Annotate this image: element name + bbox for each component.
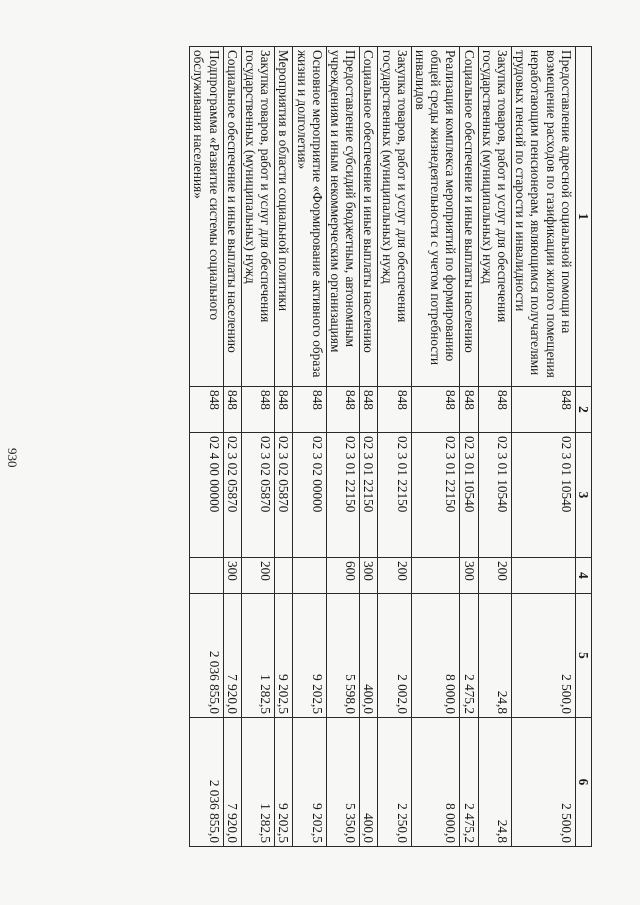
row-expense-type: 600 (326, 558, 359, 594)
table-row (275, 47, 293, 847)
row-amount-col5: 8 000,0 (411, 594, 460, 718)
column-header-6: 6 (575, 718, 591, 847)
row-amount-col6: 2 036 855,0 (190, 718, 223, 847)
row-name: Предоставление адресной социальной помощи на возмещение расходов по газификации жилого помещения неработающим пенсионерам, являющимся получателями трудовых пенсий по старости и инвалидности (511, 47, 575, 387)
column-header-4: 4 (575, 558, 591, 594)
row-amount-col6: 2 250,0 (378, 718, 411, 847)
row-name: Реализация комплекса мероприятий по формированию общей среды жизнедеятельности с учетом потребности инвалидов (411, 47, 460, 387)
row-amount-col5: 24,8 (478, 594, 511, 718)
row-amount-col5: 2 500,0 (511, 594, 575, 718)
row-code: 848 (378, 387, 411, 433)
table-row (478, 47, 511, 847)
row-target-article: 02 3 02 05870 (241, 433, 274, 558)
row-code: 848 (460, 387, 478, 433)
row-code: 848 (411, 387, 460, 433)
row-amount-col6: 9 202,5 (275, 718, 293, 847)
row-target-article: 02 3 01 22150 (411, 433, 460, 558)
row-amount-col5: 9 202,5 (293, 594, 326, 718)
table-row (360, 47, 378, 847)
column-header-5: 5 (575, 594, 591, 718)
row-amount-col6: 5 350,0 (326, 718, 359, 847)
row-target-article: 02 3 02 00000 (293, 433, 326, 558)
row-name: Закупка товаров, работ и услуг для обеспечения государственных (муниципальных) нужд (241, 47, 274, 387)
row-amount-col5: 2 036 855,0 (190, 594, 223, 718)
table-row (460, 47, 478, 847)
row-name: Подпрограмма «Развитие системы социального обслуживания населения» (190, 47, 223, 387)
row-target-article: 02 4 00 00000 (190, 433, 223, 558)
row-expense-type (275, 558, 293, 594)
row-expense-type: 200 (478, 558, 511, 594)
row-expense-type: 300 (460, 558, 478, 594)
row-name: Основное мероприятие «Формирование активного образа жизни и долголетия» (293, 47, 326, 387)
row-name: Предоставление субсидий бюджетным, автономным учреждениям и иным некоммерческим организациям (326, 47, 359, 387)
row-code: 848 (241, 387, 274, 433)
row-expense-type (190, 558, 223, 594)
row-target-article: 02 3 01 10540 (478, 433, 511, 558)
table-row (411, 47, 460, 847)
row-name: Социальное обеспечение и иные выплаты населению (460, 47, 478, 387)
row-amount-col6: 8 000,0 (411, 718, 460, 847)
table-row (326, 47, 359, 847)
row-expense-type: 200 (241, 558, 274, 594)
page-number: 930 (5, 448, 20, 468)
row-name: Закупка товаров, работ и услуг для обеспечения государственных (муниципальных) нужд (378, 47, 411, 387)
row-expense-type: 200 (378, 558, 411, 594)
table-row (241, 47, 274, 847)
row-name: Закупка товаров, работ и услуг для обеспечения государственных (муниципальных) нужд (478, 47, 511, 387)
row-amount-col6: 7 920,0 (223, 718, 241, 847)
row-code: 848 (223, 387, 241, 433)
row-target-article: 02 3 02 05870 (275, 433, 293, 558)
row-expense-type: 300 (360, 558, 378, 594)
row-code: 848 (293, 387, 326, 433)
row-amount-col6: 2 500,0 (511, 718, 575, 847)
table-header-row (575, 47, 591, 847)
row-target-article: 02 3 01 10540 (460, 433, 478, 558)
table-row (190, 47, 223, 847)
row-name: Социальное обеспечение и иные выплаты населению (223, 47, 241, 387)
row-amount-col6: 9 202,5 (293, 718, 326, 847)
row-code: 848 (360, 387, 378, 433)
row-amount-col5: 1 282,5 (241, 594, 274, 718)
row-expense-type (511, 558, 575, 594)
row-amount-col6: 400,0 (360, 718, 378, 847)
row-target-article: 02 3 01 22150 (326, 433, 359, 558)
row-amount-col5: 9 202,5 (275, 594, 293, 718)
row-name: Мероприятия в области социальной политики (275, 47, 293, 387)
column-header-2: 2 (575, 387, 591, 433)
row-amount-col5: 400,0 (360, 594, 378, 718)
row-target-article: 02 3 02 05870 (223, 433, 241, 558)
row-name: Социальное обеспечение и иные выплаты населению (360, 47, 378, 387)
row-code: 848 (326, 387, 359, 433)
row-expense-type: 300 (223, 558, 241, 594)
table-row (378, 47, 411, 847)
row-code: 848 (478, 387, 511, 433)
budget-table (189, 46, 592, 847)
row-code: 848 (275, 387, 293, 433)
row-amount-col5: 2 002,0 (378, 594, 411, 718)
table-row (293, 47, 326, 847)
row-expense-type (411, 558, 460, 594)
row-target-article: 02 3 01 10540 (511, 433, 575, 558)
table-row (511, 47, 575, 847)
row-code: 848 (511, 387, 575, 433)
column-header-3: 3 (575, 433, 591, 558)
row-code: 848 (190, 387, 223, 433)
row-amount-col5: 2 475,2 (460, 594, 478, 718)
row-amount-col6: 2 475,2 (460, 718, 478, 847)
row-target-article: 02 3 01 22150 (360, 433, 378, 558)
table-row (223, 47, 241, 847)
row-target-article: 02 3 01 22150 (378, 433, 411, 558)
row-amount-col6: 24,8 (478, 718, 511, 847)
rotated-page-content (92, 46, 592, 846)
row-expense-type (293, 558, 326, 594)
row-amount-col5: 5 598,0 (326, 594, 359, 718)
column-header-1: 1 (575, 47, 591, 387)
row-amount-col5: 7 920,0 (223, 594, 241, 718)
row-amount-col6: 1 282,5 (241, 718, 274, 847)
